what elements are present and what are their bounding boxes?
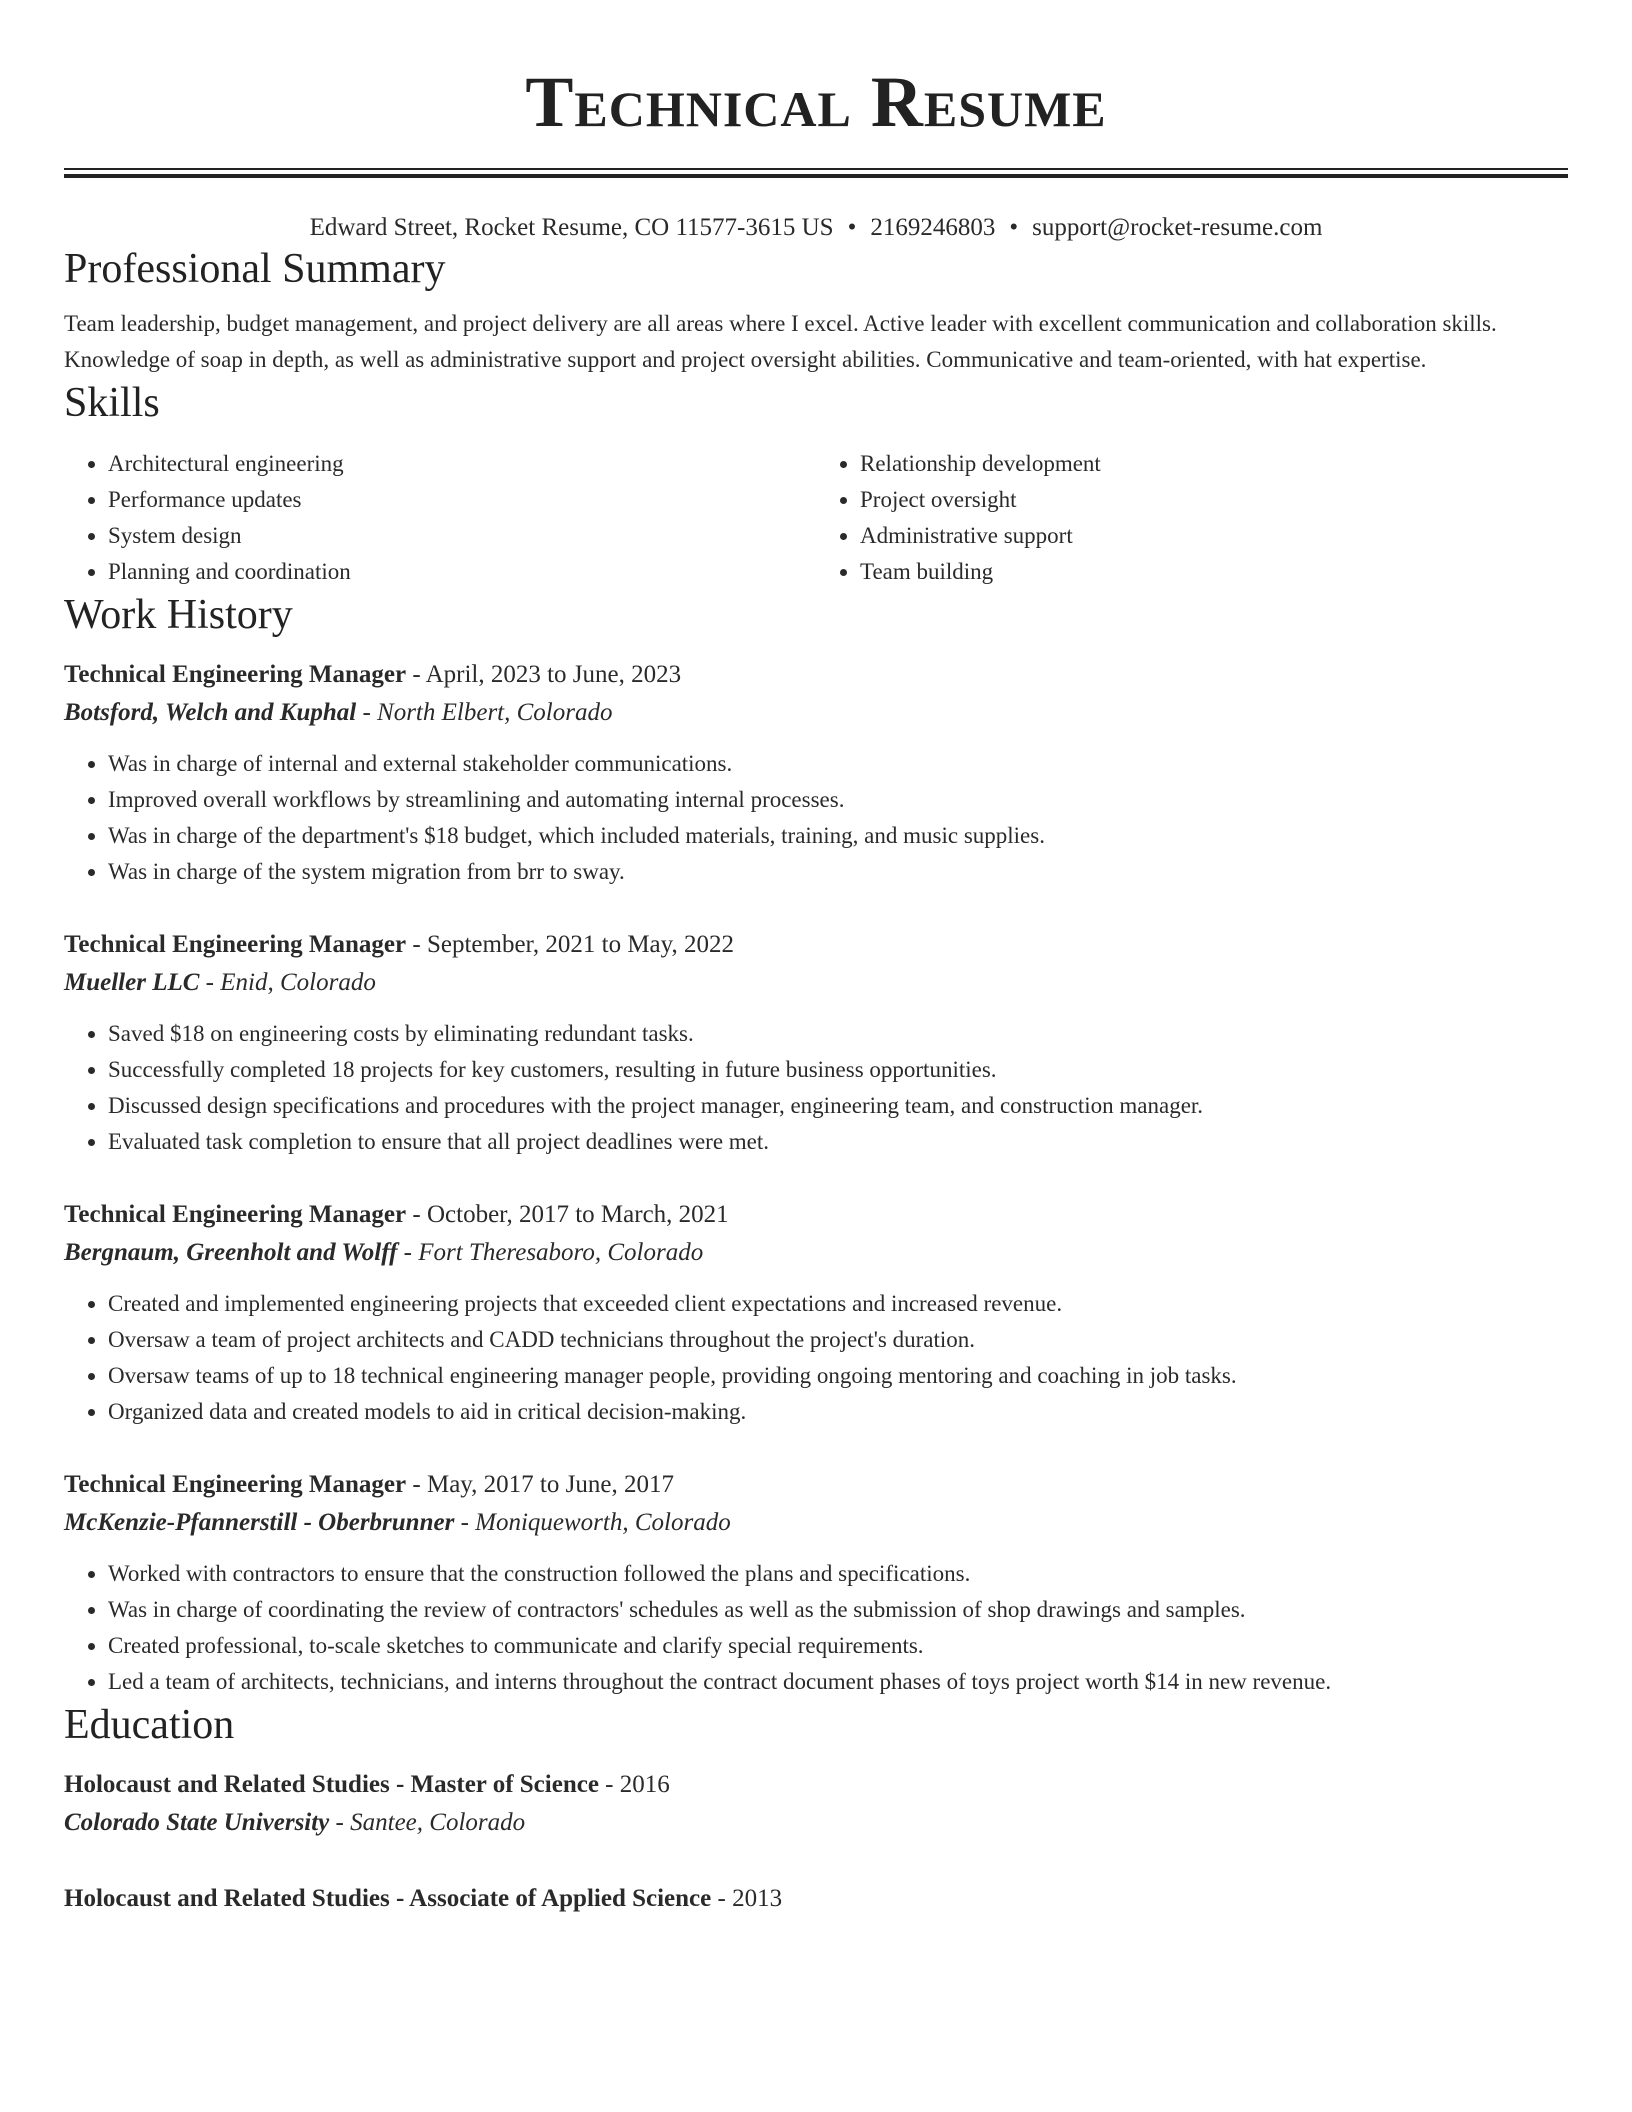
job-title-line: [64, 926, 1568, 964]
contact-email: support@rocket-resume.com: [1032, 214, 1323, 241]
job-dash: -: [406, 1471, 427, 1498]
summary-heading: Professional Summary: [64, 246, 446, 292]
job-location: North Elbert, Colorado: [377, 699, 613, 726]
contact-separator: •: [847, 214, 857, 241]
job-bullet: • Created and implemented engineering projects that exceeded client expectations and increased revenue.: [108, 1286, 1568, 1322]
job-company-line: [64, 694, 1568, 732]
job-dates: April, 2023 to June, 2023: [425, 661, 682, 688]
skill-item: • Planning and coordination: [108, 554, 816, 590]
education-heading: Education: [64, 1702, 235, 1748]
job-bullet: • Improved overall workflows by streamlining and automating internal processes.: [108, 782, 1568, 818]
job-dash: -: [406, 661, 426, 688]
job-title-line: [64, 1196, 1568, 1234]
job-entry: [64, 1466, 1568, 1700]
job-bullet: • Successfully completed 18 projects for key customers, resulting in future business opportunities.: [108, 1052, 1568, 1088]
job-company: Botsford, Welch and Kuphal: [64, 699, 357, 726]
education-year: 2013: [732, 1885, 783, 1912]
job-title: Technical Engineering Manager: [64, 931, 407, 958]
skill-item: • Administrative support: [860, 518, 1568, 554]
job-dash: -: [356, 699, 378, 726]
summary-text: Team leadership, budget management, and project delivery are all areas where I excel. Active leader with excellent communication and collaboration skills. Knowledge of soap in depth, as well as administrative support and project oversight abilities. Communicative and team-oriented, with hat expertise.: [64, 311, 1497, 372]
skills-heading: Skills: [64, 380, 160, 426]
job-bullet: • Was in charge of internal and external stakeholder communications.: [108, 746, 1568, 782]
skill-item: • Performance updates: [108, 482, 816, 518]
education-degree-line: [64, 1880, 1568, 1918]
job-bullet: • Evaluated task completion to ensure that all project deadlines were met.: [108, 1124, 1568, 1160]
job-dates: October, 2017 to March, 2021: [426, 1201, 729, 1228]
education-dash: -: [711, 1885, 733, 1912]
job-entry: [64, 926, 1568, 1160]
job-title-line: [64, 1466, 1568, 1504]
job-title-line: [64, 656, 1568, 694]
resume-title: Technical Resume: [525, 62, 1107, 142]
job-entry: [64, 656, 1568, 890]
skill-item: • Relationship development: [860, 446, 1568, 482]
job-bullet: • Was in charge of coordinating the review of contractors' schedules as well as the submission of shop drawings and samples.: [108, 1592, 1568, 1628]
job-dash: -: [199, 969, 221, 996]
job-company: McKenzie-Pfannerstill - Oberbrunner: [64, 1509, 455, 1536]
job-title: Technical Engineering Manager: [64, 1471, 407, 1498]
education-degree: Holocaust and Related Studies - Associate of Applied Science: [64, 1885, 712, 1912]
skill-item: • Team building: [860, 554, 1568, 590]
skills-column-right: [816, 446, 1568, 590]
education-location: Santee, Colorado: [350, 1809, 526, 1836]
job-bullet: • Worked with contractors to ensure that the construction followed the plans and specifications.: [108, 1556, 1568, 1592]
education-degree: Holocaust and Related Studies - Master of Science: [64, 1771, 599, 1798]
job-company: Mueller LLC: [64, 969, 200, 996]
job-location: Moniqueworth, Colorado: [475, 1509, 731, 1536]
job-company-line: [64, 1234, 1568, 1272]
job-company-line: [64, 964, 1568, 1002]
job-company-line: [64, 1504, 1568, 1542]
skills-column-left: [64, 446, 816, 590]
job-bullet: • Was in charge of the department's $18 budget, which included materials, training, and music supplies.: [108, 818, 1568, 854]
skill-item: • Project oversight: [860, 482, 1568, 518]
education-school-line: [64, 1804, 1568, 1842]
education-school: Colorado State University: [64, 1809, 330, 1836]
job-bullet: • Was in charge of the system migration from brr to sway.: [108, 854, 1568, 890]
skills-list: [64, 446, 1568, 590]
job-dates: September, 2021 to May, 2022: [426, 931, 735, 958]
job-entry: [64, 1196, 1568, 1430]
skill-item: • Architectural engineering: [108, 446, 816, 482]
job-title: Technical Engineering Manager: [64, 1201, 407, 1228]
education-degree-line: [64, 1766, 1568, 1804]
job-dash: -: [406, 931, 427, 958]
contact-line: [64, 212, 1568, 244]
job-bullet: • Discussed design specifications and procedures with the project manager, engineering team, and construction manager.: [108, 1088, 1568, 1124]
job-dash: -: [406, 1201, 427, 1228]
education-year: 2016: [619, 1771, 670, 1798]
job-title: Technical Engineering Manager: [64, 661, 407, 688]
job-company: Bergnaum, Greenholt and Wolff: [64, 1239, 398, 1266]
job-bullets: [64, 1286, 1568, 1430]
contact-phone: 2169246803: [870, 214, 996, 241]
job-dates: May, 2017 to June, 2017: [426, 1471, 674, 1498]
skill-item: • System design: [108, 518, 816, 554]
job-location: Enid, Colorado: [220, 969, 376, 996]
job-bullet: • Saved $18 on engineering costs by eliminating redundant tasks.: [108, 1016, 1568, 1052]
job-bullet: • Organized data and created models to aid in critical decision-making.: [108, 1394, 1568, 1430]
job-dash: -: [454, 1509, 476, 1536]
job-bullets: [64, 1016, 1568, 1160]
education-entry: [64, 1766, 1568, 1842]
job-bullet: • Oversaw teams of up to 18 technical engineering manager people, providing ongoing mentoring and coaching in job tasks.: [108, 1358, 1568, 1394]
title-divider: [64, 168, 1568, 178]
job-bullet: • Created professional, to-scale sketches to communicate and clarify special requirements.: [108, 1628, 1568, 1664]
job-location: Fort Theresaboro, Colorado: [418, 1239, 704, 1266]
education-entry: [64, 1880, 1568, 1918]
contact-address: Edward Street, Rocket Resume, CO 11577-3615 US: [309, 214, 834, 241]
contact-separator: •: [1009, 214, 1019, 241]
job-bullets: [64, 746, 1568, 890]
job-bullets: [64, 1556, 1568, 1700]
job-bullet: • Led a team of architects, technicians, and interns throughout the contract document phases of toys project worth $14 in new revenue.: [108, 1664, 1568, 1700]
job-bullet: • Oversaw a team of project architects and CADD technicians throughout the project's duration.: [108, 1322, 1568, 1358]
education-dash: -: [329, 1809, 351, 1836]
work-history-heading: Work History: [64, 592, 293, 638]
education-dash: -: [598, 1771, 620, 1798]
job-dash: -: [397, 1239, 419, 1266]
